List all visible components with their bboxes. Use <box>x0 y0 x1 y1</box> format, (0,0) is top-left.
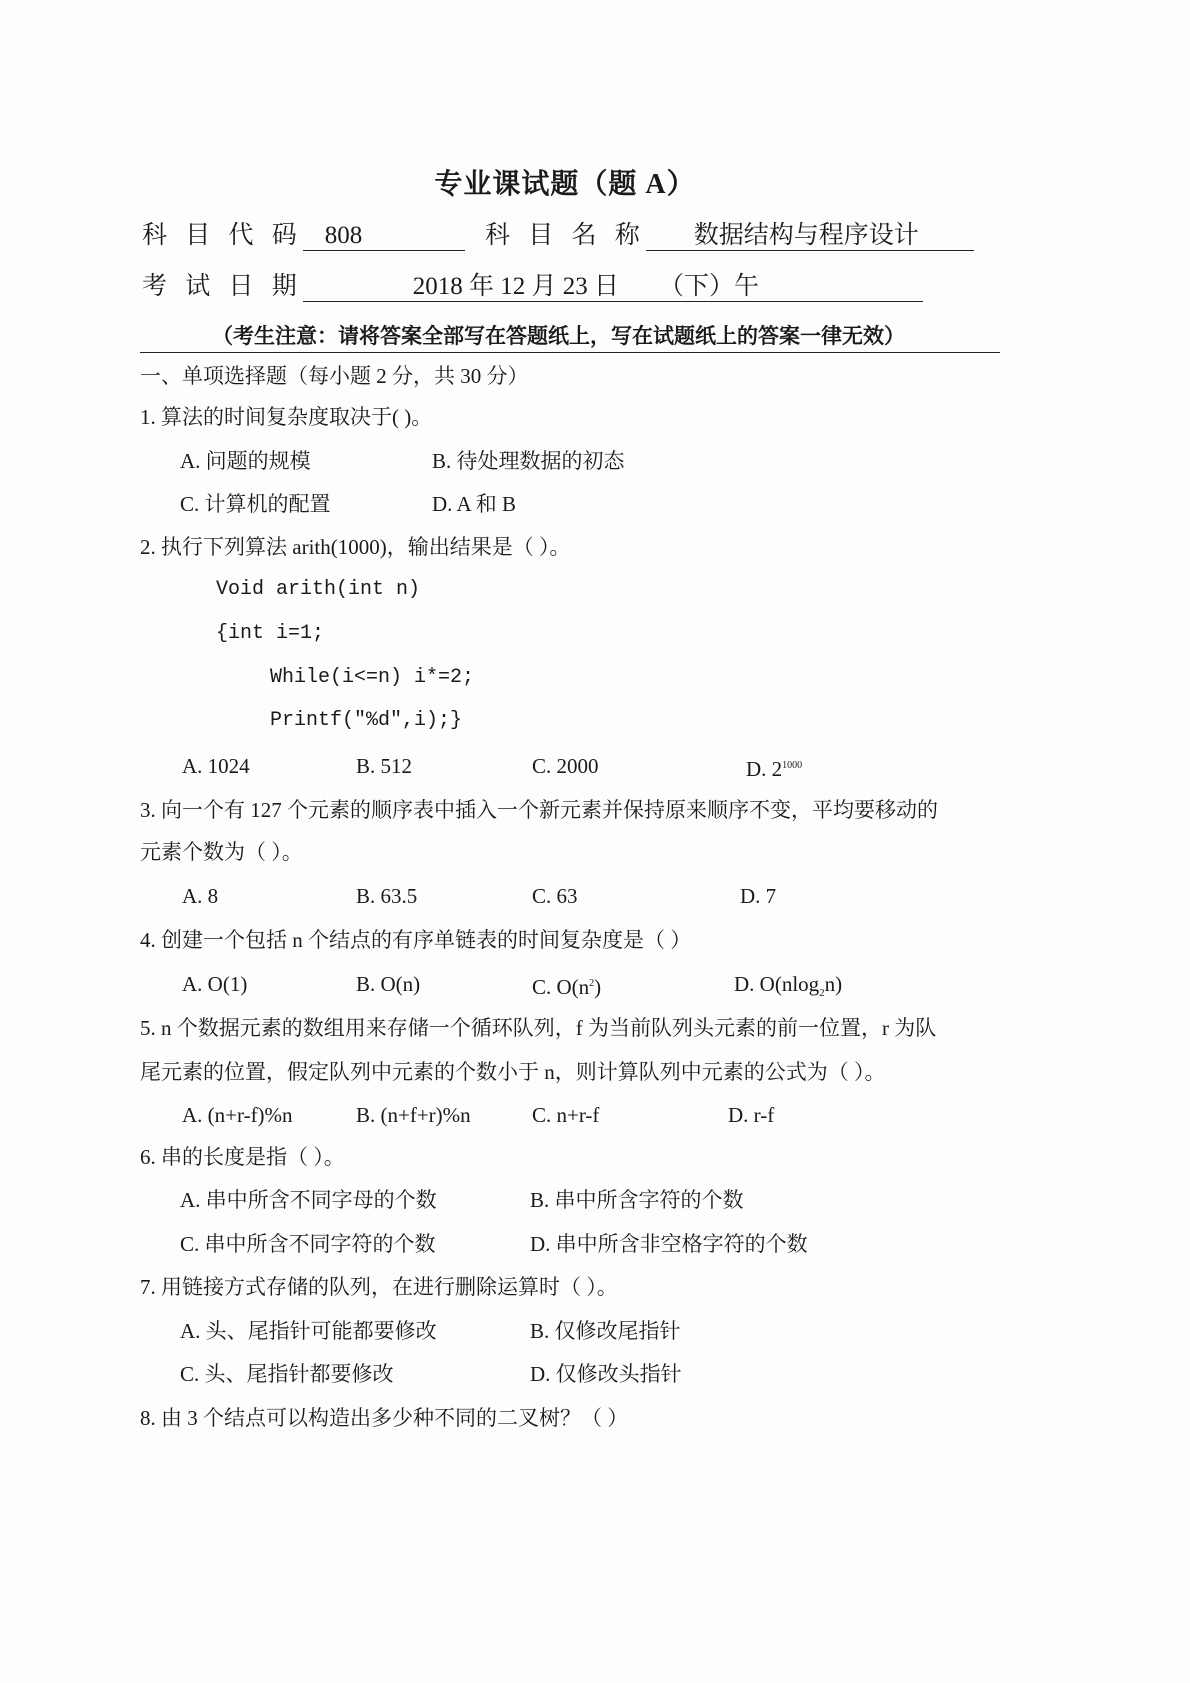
exam-date-field <box>303 273 923 302</box>
subject-name: 数据结构与程序设计 <box>646 222 974 251</box>
q6-option-a: A. 串中所含不同字母的个数 <box>180 1188 437 1212</box>
subject-code-row <box>142 222 974 251</box>
q7-option-d: D. 仅修改头指针 <box>530 1362 682 1386</box>
q3-option-a: A. 8 <box>182 884 219 908</box>
q5-option-c: C. n+r-f <box>532 1103 600 1127</box>
notice: （考生注意：请将答案全部写在答题纸上，写在试题纸上的答案一律无效） <box>212 324 905 348</box>
q2-option-a: A. 1024 <box>182 754 250 778</box>
q2-option-d-exponent: 1000 <box>782 760 803 771</box>
q4-option-d <box>734 970 842 1007</box>
question-3: 3. 向一个有 127 个元素的顺序表中插入一个新元素并保持原来顺序不变，平均要移动的 <box>140 798 938 822</box>
q3-option-b: B. 63.5 <box>356 884 418 908</box>
section-heading: 一、单项选择题（每小题 2 分，共 30 分） <box>140 364 529 388</box>
q4-option-c <box>532 970 601 1001</box>
q1-option-c: C. 计算机的配置 <box>180 492 331 516</box>
q4-option-d-subscript: 2 <box>819 987 825 1000</box>
q4-option-c-base: C. O(n <box>532 975 590 999</box>
question-4: 4. 创建一个包括 n 个结点的有序单链表的时间复杂度是（ ） <box>140 928 692 952</box>
q2-option-c: C. 2000 <box>532 754 599 778</box>
q5-option-b: B. (n+f+r)%n <box>356 1103 471 1127</box>
q1-option-b: B. 待处理数据的初态 <box>432 449 625 473</box>
code-line-1: Void arith(int n) <box>216 578 421 601</box>
q4-option-d-tail: n) <box>824 972 843 996</box>
q6-option-d: D. 串中所含非空格字符的个数 <box>530 1232 808 1256</box>
question-5: 5. n 个数据元素的数组用来存储一个循环队列，f 为当前队列头元素的前一位置，r 为队 <box>140 1016 937 1040</box>
subject-code-label: 科 目 代 码 <box>142 222 303 249</box>
question-5-cont: 尾元素的位置，假定队列中元素的个数小于 n，则计算队列中元素的公式为（ ）。 <box>140 1060 886 1084</box>
date-row <box>142 273 923 302</box>
q5-option-a: A. (n+r-f)%n <box>182 1103 293 1127</box>
q1-option-d: D. A 和 B <box>432 492 517 516</box>
q5-option-d: D. r-f <box>728 1103 775 1127</box>
q2-option-d-base: D. 2 <box>746 757 783 781</box>
q7-option-a: A. 头、尾指针可能都要修改 <box>180 1319 437 1343</box>
code-line-3: While(i<=n) i*=2; <box>270 666 475 689</box>
question-1: 1. 算法的时间复杂度取决于( )。 <box>140 405 433 429</box>
q2-option-b: B. 512 <box>356 754 413 778</box>
q7-option-b: B. 仅修改尾指针 <box>530 1319 681 1343</box>
q3-option-c: C. 63 <box>532 884 578 908</box>
q6-option-b: B. 串中所含字符的个数 <box>530 1188 744 1212</box>
code-line-2: {int i=1; <box>216 622 325 645</box>
q6-option-c: C. 串中所含不同字符的个数 <box>180 1232 436 1256</box>
divider <box>140 352 1000 353</box>
question-2: 2. 执行下列算法 arith(1000)，输出结果是（ ）。 <box>140 535 571 559</box>
date-label: 考 试 日 期 <box>142 273 303 300</box>
q2-option-d <box>746 752 802 783</box>
q4-option-b: B. O(n) <box>356 972 421 996</box>
q4-option-d-base: D. O(nlog <box>734 972 820 996</box>
question-8: 8. 由 3 个结点可以构造出多少种不同的二叉树？（ ） <box>140 1406 629 1430</box>
subject-code: 808 <box>303 222 465 251</box>
q1-option-a: A. 问题的规模 <box>180 449 311 473</box>
subject-name-label: 科 目 名 称 <box>485 222 646 249</box>
code-line-4: Printf("%d",i);} <box>270 709 463 732</box>
exam-session: （下）午 <box>659 273 760 300</box>
q7-option-c: C. 头、尾指针都要修改 <box>180 1362 394 1386</box>
question-7: 7. 用链接方式存储的队列，在进行删除运算时（ ）。 <box>140 1275 618 1299</box>
question-3-cont: 元素个数为（ ）。 <box>140 840 303 864</box>
q4-option-c-tail: ) <box>594 975 602 999</box>
q3-option-d: D. 7 <box>740 884 777 908</box>
exam-date: 2018 年 12 月 23 日 <box>412 273 620 300</box>
exam-title: 专业课试题（题 A） <box>434 169 696 200</box>
q4-option-a: A. O(1) <box>182 972 248 996</box>
q4-option-c-exponent: 2 <box>589 978 595 989</box>
question-6: 6. 串的长度是指（ ）。 <box>140 1145 345 1169</box>
